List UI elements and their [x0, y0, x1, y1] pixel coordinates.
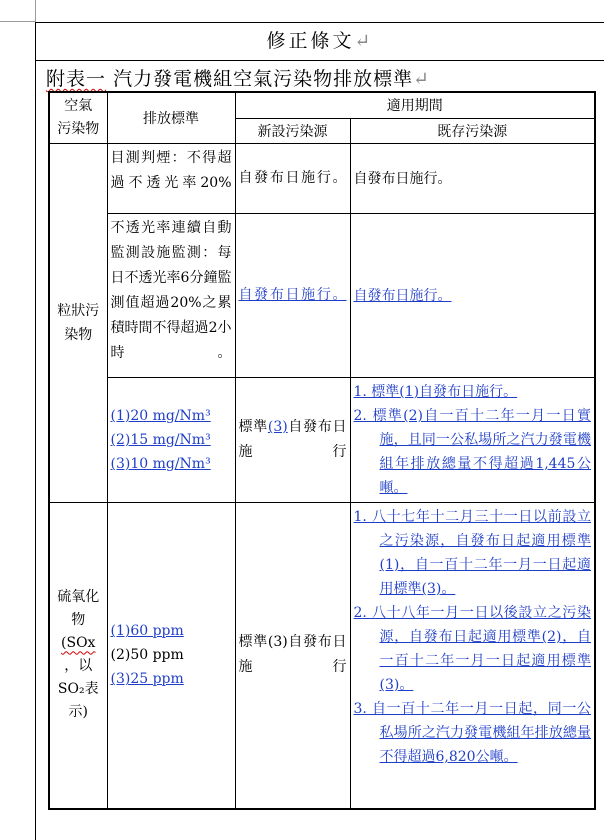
new-source-period-text[interactable]: 自發布日施行。: [238, 287, 347, 303]
pollutant-line: (SOx: [61, 635, 96, 652]
header-period: 適用期間: [235, 92, 595, 118]
page-title: 修正條文: [266, 30, 355, 52]
pollutant-line: 染物: [64, 327, 93, 343]
limit-line[interactable]: (1)60 ppm: [110, 623, 184, 640]
emission-standards-table: [48, 91, 596, 810]
standard-visual-opacity: 目測判煙：不得超過不透光率20%: [107, 144, 235, 214]
new-link[interactable]: (3): [267, 419, 288, 435]
header-pollutant-line: 空氣: [64, 98, 93, 114]
new-source-period: [235, 378, 350, 503]
limit-line[interactable]: (2)15 mg/Nm³: [110, 432, 211, 448]
new-source-period: [235, 214, 350, 378]
existing-item[interactable]: 1. 八十七年十二月三十一日以前設立之污染源，自發布日起適用標準(1)，自一百十二年一月一日起適用標準(3)。: [353, 509, 591, 597]
pollutant-line: 示): [68, 704, 88, 721]
pollutant-particulate: [49, 144, 107, 503]
paragraph-mark-icon: ↵: [413, 68, 430, 90]
caption-prefix: 附表一: [46, 68, 107, 90]
limit-line[interactable]: (3)25 ppm: [110, 671, 184, 688]
standard-sox-limits: [107, 503, 235, 809]
header-existing-source: 既存污染源: [350, 118, 595, 144]
existing-item[interactable]: 3. 自一百十二年一月一日起，同一公私場所之汽力發電機組年排放總量不得超過6,820公噸。: [353, 701, 591, 765]
new-suffix: 自發布日施行: [238, 419, 347, 460]
pollutant-line: 硫氧化: [57, 589, 100, 606]
existing-item[interactable]: 1. 標準(1)自發布日施行。: [353, 384, 518, 400]
table-row: [49, 378, 595, 503]
existing-source-period: [350, 378, 595, 503]
existing-source-period-text[interactable]: 自發布日施行。: [353, 287, 452, 304]
header-row: [36, 23, 604, 61]
table-row: [49, 214, 595, 378]
crop-mark-horizontal: [0, 21, 35, 22]
existing-source-period: 自發布日施行。: [350, 144, 595, 214]
pollutant-line: 物: [71, 612, 86, 629]
new-source-period: 自發布日施行。: [235, 144, 350, 214]
existing-item[interactable]: 2. 標準(2)自一百十二年一月一日實施，且同一公私場所之汽力發電機組年排放總量不得超過1,445公噸。: [353, 408, 591, 496]
new-prefix: 標準: [238, 419, 268, 435]
pollutant-line: SO₂表: [57, 681, 99, 698]
paragraph-mark-icon: ↵: [354, 30, 374, 52]
standard-continuous-monitoring: 不透光率連續自動監測設施監測：每日不透光率6分鐘監測值超過20%之累積時間不得超過2小時。: [107, 214, 235, 378]
table-row: [49, 503, 595, 809]
table-row: [49, 144, 595, 214]
header-pollutant: [49, 92, 107, 144]
caption-text: 汽力發電機組空氣污染物排放標準: [113, 68, 414, 90]
crop-mark-vertical: [35, 0, 36, 22]
table-caption: [46, 64, 430, 91]
limit-line[interactable]: (3)10 mg/Nm³: [110, 456, 211, 472]
document-frame: [35, 22, 604, 840]
standard-concentration-limits: [107, 378, 235, 503]
existing-source-period: [350, 214, 595, 378]
pollutant-line: 粒狀污: [57, 303, 100, 319]
existing-source-period: [350, 503, 595, 809]
header-standard: 排放標準: [107, 92, 235, 144]
new-source-period: 標準(3)自發布日施行: [235, 503, 350, 809]
limit-line[interactable]: (1)20 mg/Nm³: [110, 408, 211, 424]
pollutant-line: ，以: [64, 658, 93, 675]
table-header-row: [49, 92, 595, 118]
header-pollutant-line: 污染物: [57, 121, 100, 137]
pollutant-sox: [49, 503, 107, 809]
existing-item[interactable]: 2. 八十八年一月一日以後設立之污染源，自發布日起適用標準(2)，自一百十二年一月一日起適用標準(3)。: [353, 605, 591, 693]
header-new-source: 新設污染源: [235, 118, 350, 144]
limit-line: (2)50 ppm: [110, 647, 184, 664]
